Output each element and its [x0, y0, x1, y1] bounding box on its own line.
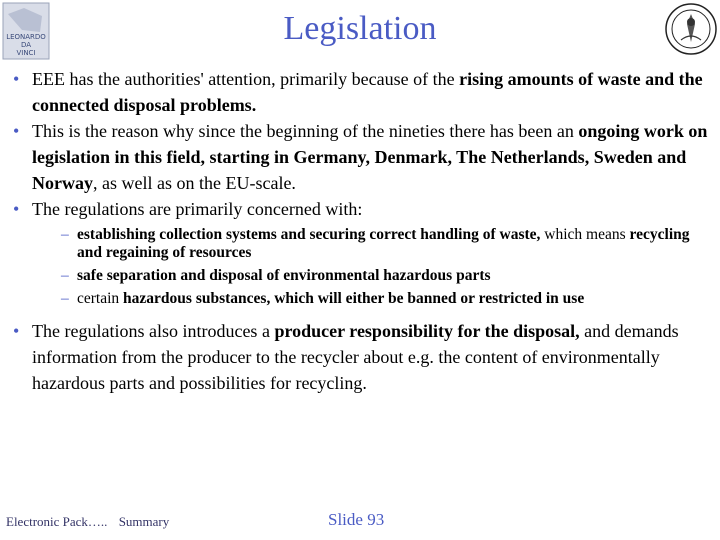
page-title: Legislation: [283, 10, 437, 47]
sub-bullet-item: [61, 290, 713, 308]
bold-text-run: ongoing work on legislation in this field, starting in Germany, Denmark, The Netherlands, Sweden and Norway: [32, 121, 708, 193]
bullet-item: [13, 118, 713, 196]
text-run: and demands information from the producer to the recycler about e.g. the content of environmentally hazardous parts and possibilities for recycling.: [32, 321, 679, 393]
bold-text-run: rising amounts of waste and the connected disposal problems.: [32, 69, 703, 115]
text-run: , as well as on the EU-scale.: [93, 173, 296, 193]
text-run: which means: [540, 226, 630, 243]
footer-left: [6, 514, 169, 530]
slide-label: Slide: [328, 510, 363, 529]
text-run: The regulations are primarily concerned with:: [32, 199, 363, 219]
text-run: EEE has the authorities' attention, primarily because of the: [32, 69, 460, 89]
slide-number: [328, 510, 384, 530]
bold-text-run: producer responsibility for the disposal,: [274, 321, 580, 341]
bullet-item: [13, 318, 713, 396]
logo-left-line-3: VINCI: [16, 49, 36, 57]
bullet-item: [13, 66, 713, 118]
bold-text-run: establishing collection systems and securing correct handling of waste,: [77, 226, 541, 243]
sub-bullet-list: [13, 226, 713, 308]
slide-number-value: 93: [367, 510, 385, 529]
text-run: This is the reason why since the beginning of the nineties there has been an: [32, 121, 579, 141]
logo-left-line-1: LEONARDO: [6, 33, 46, 41]
text-run: certain: [77, 290, 124, 307]
footer-presentation-title: Electronic Pack…..: [6, 514, 108, 529]
bold-text-run: recycling and regaining of resources: [77, 226, 690, 261]
bold-text-run: safe separation and disposal of environmental hazardous parts: [77, 267, 491, 284]
footer-section: Summary: [118, 514, 170, 529]
sub-bullet-item: [61, 267, 713, 285]
sub-bullet-item: [61, 226, 713, 262]
text-run: The regulations also introduces a: [32, 321, 275, 341]
content-body: [13, 66, 713, 396]
bold-text-run: hazardous substances, which will either be banned or restricted in use: [123, 290, 585, 307]
bullet-item: [13, 196, 713, 222]
logo-left-line-2: DA: [20, 41, 32, 49]
